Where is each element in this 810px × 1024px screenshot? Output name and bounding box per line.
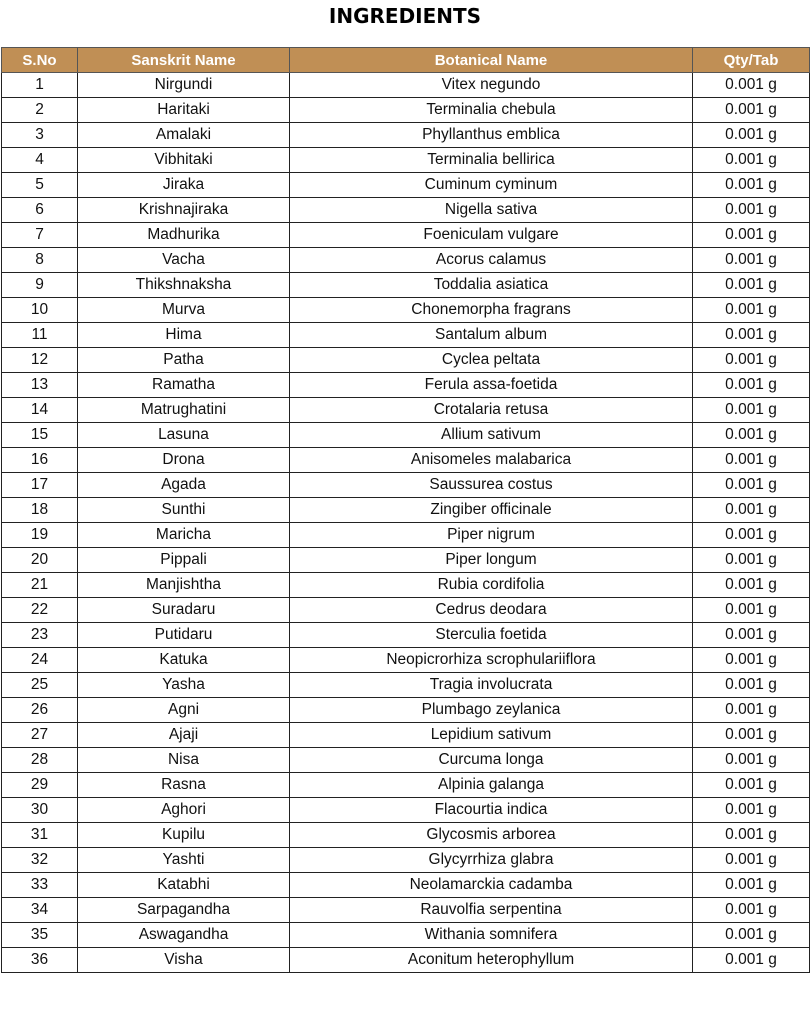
cell-qty-tab: 0.001 g [693, 773, 810, 798]
cell-botanical-name: Cuminum cyminum [290, 173, 693, 198]
cell-qty-tab: 0.001 g [693, 223, 810, 248]
table-row [2, 848, 810, 873]
cell-sno: 16 [2, 448, 78, 473]
cell-sno: 18 [2, 498, 78, 523]
cell-qty-tab: 0.001 g [693, 923, 810, 948]
cell-qty-tab: 0.001 g [693, 398, 810, 423]
cell-sanskrit-name: Agni [78, 698, 290, 723]
cell-sno: 31 [2, 823, 78, 848]
cell-sanskrit-name: Nirgundi [78, 73, 290, 98]
cell-sanskrit-name: Thikshnaksha [78, 273, 290, 298]
cell-qty-tab: 0.001 g [693, 698, 810, 723]
cell-sno: 5 [2, 173, 78, 198]
cell-sno: 6 [2, 198, 78, 223]
cell-qty-tab: 0.001 g [693, 623, 810, 648]
cell-botanical-name: Zingiber officinale [290, 498, 693, 523]
cell-sno: 17 [2, 473, 78, 498]
table-row [2, 348, 810, 373]
cell-sno: 4 [2, 148, 78, 173]
cell-botanical-name: Sterculia foetida [290, 623, 693, 648]
cell-sno: 12 [2, 348, 78, 373]
cell-qty-tab: 0.001 g [693, 173, 810, 198]
cell-qty-tab: 0.001 g [693, 348, 810, 373]
cell-qty-tab: 0.001 g [693, 848, 810, 873]
cell-qty-tab: 0.001 g [693, 198, 810, 223]
table-row [2, 448, 810, 473]
table-row [2, 223, 810, 248]
table-row [2, 73, 810, 98]
cell-sno: 26 [2, 698, 78, 723]
cell-botanical-name: Saussurea costus [290, 473, 693, 498]
cell-qty-tab: 0.001 g [693, 948, 810, 973]
cell-sanskrit-name: Krishnajiraka [78, 198, 290, 223]
cell-sno: 29 [2, 773, 78, 798]
cell-sanskrit-name: Jiraka [78, 173, 290, 198]
table-row [2, 748, 810, 773]
cell-botanical-name: Foeniculam vulgare [290, 223, 693, 248]
cell-qty-tab: 0.001 g [693, 73, 810, 98]
cell-qty-tab: 0.001 g [693, 248, 810, 273]
cell-sanskrit-name: Maricha [78, 523, 290, 548]
cell-qty-tab: 0.001 g [693, 423, 810, 448]
cell-sno: 7 [2, 223, 78, 248]
cell-qty-tab: 0.001 g [693, 473, 810, 498]
cell-botanical-name: Santalum album [290, 323, 693, 348]
cell-qty-tab: 0.001 g [693, 123, 810, 148]
ingredients-table [1, 47, 810, 973]
cell-botanical-name: Crotalaria retusa [290, 398, 693, 423]
header-sanskrit-name: Sanskrit Name [78, 48, 290, 73]
table-row [2, 548, 810, 573]
cell-sanskrit-name: Sarpagandha [78, 898, 290, 923]
cell-botanical-name: Glycosmis arborea [290, 823, 693, 848]
table-header [2, 48, 810, 73]
cell-botanical-name: Phyllanthus emblica [290, 123, 693, 148]
cell-sanskrit-name: Vibhitaki [78, 148, 290, 173]
cell-sno: 20 [2, 548, 78, 573]
cell-sno: 28 [2, 748, 78, 773]
header-botanical-name: Botanical Name [290, 48, 693, 73]
cell-botanical-name: Ferula assa-foetida [290, 373, 693, 398]
cell-sanskrit-name: Drona [78, 448, 290, 473]
cell-sanskrit-name: Haritaki [78, 98, 290, 123]
page-title: INGREDIENTS [328, 4, 482, 28]
table-row [2, 473, 810, 498]
cell-qty-tab: 0.001 g [693, 448, 810, 473]
table-row [2, 648, 810, 673]
header-row [2, 48, 810, 73]
cell-qty-tab: 0.001 g [693, 98, 810, 123]
cell-qty-tab: 0.001 g [693, 648, 810, 673]
table-row [2, 148, 810, 173]
cell-sanskrit-name: Pippali [78, 548, 290, 573]
cell-sno: 10 [2, 298, 78, 323]
cell-sno: 8 [2, 248, 78, 273]
cell-sno: 19 [2, 523, 78, 548]
cell-sanskrit-name: Suradaru [78, 598, 290, 623]
cell-qty-tab: 0.001 g [693, 373, 810, 398]
table-row [2, 323, 810, 348]
cell-sno: 11 [2, 323, 78, 348]
table-body [2, 73, 810, 973]
cell-qty-tab: 0.001 g [693, 323, 810, 348]
cell-sno: 9 [2, 273, 78, 298]
cell-botanical-name: Anisomeles malabarica [290, 448, 693, 473]
cell-sanskrit-name: Matrughatini [78, 398, 290, 423]
table-row [2, 923, 810, 948]
cell-botanical-name: Neopicrorhiza scrophulariiflora [290, 648, 693, 673]
cell-sanskrit-name: Yashti [78, 848, 290, 873]
cell-sno: 25 [2, 673, 78, 698]
cell-sanskrit-name: Murva [78, 298, 290, 323]
header-sno: S.No [2, 48, 78, 73]
cell-qty-tab: 0.001 g [693, 273, 810, 298]
table-row [2, 98, 810, 123]
table-row [2, 773, 810, 798]
cell-qty-tab: 0.001 g [693, 573, 810, 598]
table-row [2, 698, 810, 723]
cell-qty-tab: 0.001 g [693, 523, 810, 548]
cell-sanskrit-name: Madhurika [78, 223, 290, 248]
cell-sno: 15 [2, 423, 78, 448]
cell-qty-tab: 0.001 g [693, 823, 810, 848]
cell-sanskrit-name: Vacha [78, 248, 290, 273]
table-row [2, 898, 810, 923]
cell-botanical-name: Cyclea peltata [290, 348, 693, 373]
table-row [2, 798, 810, 823]
table-row [2, 723, 810, 748]
cell-sanskrit-name: Yasha [78, 673, 290, 698]
cell-sanskrit-name: Patha [78, 348, 290, 373]
cell-botanical-name: Neolamarckia cadamba [290, 873, 693, 898]
cell-sno: 33 [2, 873, 78, 898]
cell-sno: 24 [2, 648, 78, 673]
cell-sanskrit-name: Lasuna [78, 423, 290, 448]
cell-sno: 1 [2, 73, 78, 98]
cell-sno: 27 [2, 723, 78, 748]
cell-botanical-name: Piper longum [290, 548, 693, 573]
cell-botanical-name: Terminalia chebula [290, 98, 693, 123]
cell-botanical-name: Rubia cordifolia [290, 573, 693, 598]
table-row [2, 398, 810, 423]
cell-botanical-name: Aconitum heterophyllum [290, 948, 693, 973]
cell-botanical-name: Tragia involucrata [290, 673, 693, 698]
cell-sanskrit-name: Sunthi [78, 498, 290, 523]
cell-sno: 21 [2, 573, 78, 598]
cell-sno: 36 [2, 948, 78, 973]
cell-sanskrit-name: Agada [78, 473, 290, 498]
cell-sanskrit-name: Rasna [78, 773, 290, 798]
cell-botanical-name: Glycyrrhiza glabra [290, 848, 693, 873]
cell-sno: 30 [2, 798, 78, 823]
cell-sanskrit-name: Nisa [78, 748, 290, 773]
cell-botanical-name: Acorus calamus [290, 248, 693, 273]
table-row [2, 623, 810, 648]
cell-qty-tab: 0.001 g [693, 673, 810, 698]
cell-sanskrit-name: Kupilu [78, 823, 290, 848]
cell-botanical-name: Allium sativum [290, 423, 693, 448]
cell-qty-tab: 0.001 g [693, 148, 810, 173]
cell-qty-tab: 0.001 g [693, 723, 810, 748]
cell-qty-tab: 0.001 g [693, 748, 810, 773]
cell-sanskrit-name: Aghori [78, 798, 290, 823]
cell-sno: 23 [2, 623, 78, 648]
cell-sno: 14 [2, 398, 78, 423]
cell-sanskrit-name: Manjishtha [78, 573, 290, 598]
cell-botanical-name: Flacourtia indica [290, 798, 693, 823]
table-row [2, 573, 810, 598]
table-row [2, 123, 810, 148]
cell-qty-tab: 0.001 g [693, 873, 810, 898]
cell-sanskrit-name: Ramatha [78, 373, 290, 398]
cell-botanical-name: Plumbago zeylanica [290, 698, 693, 723]
cell-sanskrit-name: Hima [78, 323, 290, 348]
cell-qty-tab: 0.001 g [693, 298, 810, 323]
cell-qty-tab: 0.001 g [693, 498, 810, 523]
cell-sanskrit-name: Putidaru [78, 623, 290, 648]
cell-botanical-name: Rauvolfia serpentina [290, 898, 693, 923]
cell-sanskrit-name: Ajaji [78, 723, 290, 748]
cell-qty-tab: 0.001 g [693, 798, 810, 823]
table-row [2, 173, 810, 198]
cell-qty-tab: 0.001 g [693, 898, 810, 923]
cell-botanical-name: Chonemorpha fragrans [290, 298, 693, 323]
table-row [2, 373, 810, 398]
table-row [2, 673, 810, 698]
table-row [2, 873, 810, 898]
cell-sno: 22 [2, 598, 78, 623]
cell-qty-tab: 0.001 g [693, 598, 810, 623]
cell-botanical-name: Withania somnifera [290, 923, 693, 948]
cell-sno: 34 [2, 898, 78, 923]
cell-botanical-name: Vitex negundo [290, 73, 693, 98]
cell-sno: 32 [2, 848, 78, 873]
table-row [2, 273, 810, 298]
table-row [2, 498, 810, 523]
cell-botanical-name: Piper nigrum [290, 523, 693, 548]
cell-botanical-name: Toddalia asiatica [290, 273, 693, 298]
table-row [2, 523, 810, 548]
cell-sanskrit-name: Aswagandha [78, 923, 290, 948]
table-row [2, 948, 810, 973]
cell-sno: 3 [2, 123, 78, 148]
cell-sanskrit-name: Amalaki [78, 123, 290, 148]
cell-botanical-name: Nigella sativa [290, 198, 693, 223]
cell-botanical-name: Curcuma longa [290, 748, 693, 773]
table-row [2, 248, 810, 273]
cell-qty-tab: 0.001 g [693, 548, 810, 573]
cell-botanical-name: Cedrus deodara [290, 598, 693, 623]
cell-sno: 35 [2, 923, 78, 948]
cell-sno: 13 [2, 373, 78, 398]
cell-sanskrit-name: Visha [78, 948, 290, 973]
table-row [2, 298, 810, 323]
table-row [2, 598, 810, 623]
cell-sno: 2 [2, 98, 78, 123]
cell-sanskrit-name: Katuka [78, 648, 290, 673]
table-row [2, 423, 810, 448]
cell-botanical-name: Terminalia bellirica [290, 148, 693, 173]
cell-sanskrit-name: Katabhi [78, 873, 290, 898]
header-qty-tab: Qty/Tab [693, 48, 810, 73]
table-row [2, 823, 810, 848]
table-row [2, 198, 810, 223]
cell-botanical-name: Alpinia galanga [290, 773, 693, 798]
cell-botanical-name: Lepidium sativum [290, 723, 693, 748]
